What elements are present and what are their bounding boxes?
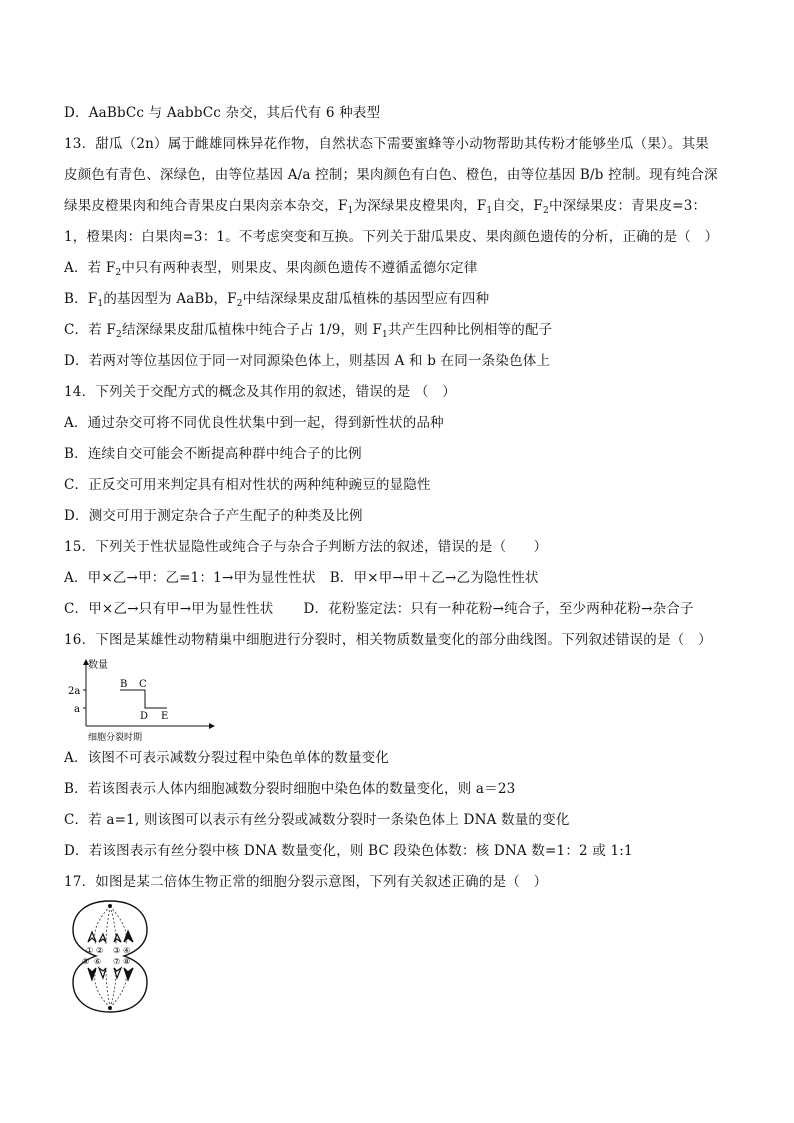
subscript: 2 [115,268,122,278]
q13-stem-line-1: 13．甜瓜（2n）属于雌雄同株异花作物，自然状态下需要蜜蜂等小动物帮助其传粉才能够坐瓜（果）。其果 [64,136,710,152]
q16-option-d: D．若该图表示有丝分裂中核 DNA 数量变化，则 BC 段染色体数：核 DNA 数=1：2 或 1:1 [64,843,633,859]
q13-text: 的基因型为 AaBb，F [103,291,237,307]
q16-option-a: A．该图不可表示减数分裂过程中染色单体的数量变化 [64,750,390,766]
subscript: 2 [543,206,549,216]
q13-text: 自交，F [492,198,543,214]
subscript: 1 [347,206,354,216]
q16-option-c: C．若 a=1, 则该图可以表示有丝分裂或减数分裂时一条染色体上 DNA 数量的变化 [64,812,570,828]
q13-text: 中只有两种表型，则果皮、果肉颜色遗传不遵循孟德尔定律 [121,260,478,276]
label-1: ① [86,946,94,955]
q15-stem: 15．下列关于性状显隐性或纯合子与杂合子判断方法的叙述，错误的是（ ） [64,539,548,555]
subscript: 1 [486,206,493,216]
label-2: ② [96,946,104,955]
chromosome-1 [88,932,96,942]
q14-option-b: B．连续自交可能会不断提高种群中纯合子的比例 [64,446,362,462]
q16-tick-2a: 2a [68,686,81,697]
q13-text: 中深绿果皮：青果皮=3： [548,198,707,214]
q16-point-d: D [140,711,149,722]
subscript: 2 [116,330,122,340]
q13-option-a [64,258,734,278]
q13-option-c [64,320,734,340]
q16-point-b: B [120,679,128,690]
centriole-bottom [108,1006,112,1010]
q15-option-c: C．甲×乙→只有甲→甲为显性性状 [64,601,274,617]
subscript: 2 [236,299,243,309]
q16-point-c: C [139,679,147,690]
q15-options-cd [64,599,734,619]
chromosome-7 [114,968,121,978]
q14-option-d: D．测交可用于测定杂合子产生配子的种类及比例 [64,508,363,524]
label-3: ③ [113,946,121,955]
label-8: ⑧ [123,957,131,966]
q16-graph [68,654,218,744]
q13-stem-line-2: 皮颜色有青色、深绿色，由等位基因 A/a 控制；果肉颜色有白色、橙色，由等位基因 B/b 控制。现有纯合深 [64,167,718,183]
label-5: ⑤ [82,957,90,966]
q17-stem: 17．如图是某二倍体生物正常的细胞分裂示意图，下列有关叙述正确的是（ ） [64,874,548,890]
chromosome-8 [124,968,133,980]
q15-option-d: D．花粉鉴定法：只有一种花粉→纯合子，至少两种花粉→杂合子 [303,601,694,617]
q13-option-d: D．若两对等位基因位于同一对同源染色体上，则基因 A 和 b 在同一条染色体上 [64,353,551,369]
q13-text: A．若 F [64,260,116,276]
chromosome-3 [114,934,121,942]
q13-stem-line-4: 1，橙果肉：白果肉=3：1。不考虑突变和互换。下列关于甜瓜果皮、果肉颜色遗传的分析，正确的是（ ） [64,229,719,245]
chromosome-5 [88,968,96,980]
q17-cell-diagram [68,898,152,1016]
label-7: ⑦ [113,957,121,966]
q14-stem: 14．下列关于交配方式的概念及其作用的叙述，错误的是 （ ） [64,384,456,400]
label-6: ⑥ [94,957,102,966]
q13-text: 结深绿果皮甜瓜植株中纯合子占 1/9，则 F [121,322,383,338]
q13-text: 绿果皮橙果肉和纯合青果皮白果肉亲本杂交，F [64,198,348,214]
chromosome-6 [99,968,106,978]
centriole-top [108,904,112,908]
q15-option-a: A．甲×乙→甲：乙=1：1→甲为显性性状 [64,570,316,586]
q16-option-b: B．若该图表示人体内细胞减数分裂时细胞中染色体的数量变化，则 a＝23 [64,781,516,797]
q14-option-a: A．通过杂交可将不同优良性状集中到一起，得到新性状的品种 [64,415,444,431]
q16-point-e: E [161,711,169,722]
q13-text: 为深绿果皮橙果肉，F [353,198,487,214]
subscript: 1 [97,299,104,309]
q13-text: C．若 F [64,322,116,338]
q16-stem: 16．下图是某雄性动物精巢中细胞进行分裂时，相关物质数量变化的部分曲线图。下列叙述错误的是（ ） [64,632,712,648]
q13-text: 共产生四种比例相等的配子 [387,322,553,338]
chromosome-4 [124,931,133,942]
q16-y-label: 数量 [88,660,108,671]
q13-text: 中结深绿果皮甜瓜植株的基因型应有四种 [242,291,490,307]
q16-tick-a: a [74,704,80,715]
q16-x-label: 细胞分裂时期 [88,733,143,743]
q12-option-d: D．AaBbCc 与 AabbCc 杂交，其后代有 6 种表型 [64,105,381,121]
label-4: ④ [123,946,131,955]
q15-option-b: B．甲×甲→甲＋乙→乙为隐性性状 [329,570,539,586]
chromosome-2 [99,934,106,942]
q15-options-ab [64,568,734,588]
q13-option-b [64,289,734,309]
q14-option-c: C．正反交可用来判定具有相对性状的两种纯种豌豆的显隐性 [64,477,431,493]
q13-stem-line-3 [64,196,734,216]
q16-curve [120,690,167,708]
q13-text: B．F [64,291,98,307]
subscript: 1 [382,330,388,340]
